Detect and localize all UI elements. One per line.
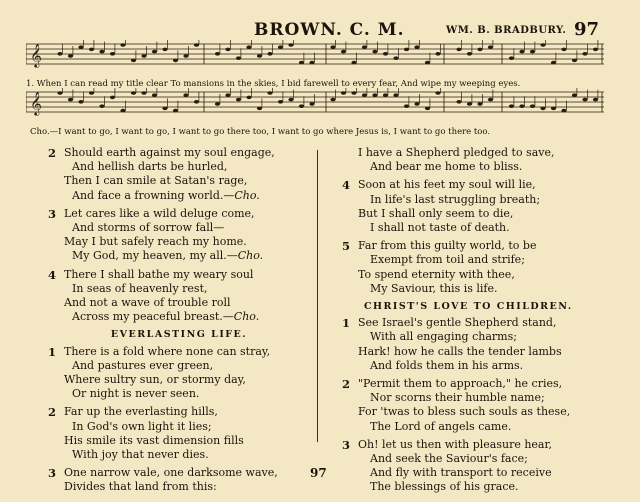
- verse-line: With joy that never dies.: [72, 448, 209, 462]
- note-head: [383, 93, 388, 97]
- note-head: [57, 91, 62, 95]
- note-head: [582, 52, 587, 56]
- note-head: [540, 107, 545, 111]
- verse-number: 5: [342, 239, 351, 254]
- verse-line: See Israel's gentle Shepherd stand,: [358, 316, 557, 330]
- note-head: [267, 91, 272, 95]
- verse-line: And face a frowning world.: [72, 188, 224, 202]
- note-head: [225, 48, 230, 52]
- note-head: [110, 96, 115, 100]
- note-head: [131, 59, 136, 63]
- note-head: [68, 98, 73, 102]
- note-head: [551, 107, 556, 111]
- note-head: [414, 45, 419, 49]
- note-head: [425, 61, 430, 65]
- stanza: [338, 239, 618, 296]
- verse-line: And not a wave of trouble roll: [64, 296, 231, 310]
- note-head: [404, 48, 409, 52]
- svg-text:𝄞: 𝄞: [30, 43, 42, 67]
- note-head: [299, 104, 304, 108]
- verse-line: My Saviour, this is life.: [370, 281, 498, 295]
- note-head: [561, 109, 566, 113]
- hymn-author: WM. B. BRADBURY.: [446, 25, 567, 36]
- section-title: EVERLASTING LIFE.: [110, 329, 248, 341]
- verse-number: 2: [48, 405, 57, 420]
- verse-line: But I shall only seem to die,: [358, 206, 514, 220]
- verse-line: With all engaging charms;: [370, 330, 517, 344]
- note-head: [257, 54, 262, 58]
- note-head: [425, 107, 430, 111]
- note-head: [351, 61, 356, 65]
- stanza: [338, 438, 618, 495]
- svg-text:𝄞: 𝄞: [30, 91, 42, 115]
- verse-line: To spend eternity with thee,: [358, 267, 515, 281]
- verse-line: And storms of sorrow fall—: [72, 221, 225, 235]
- note-head: [68, 54, 73, 58]
- stanza: [48, 146, 310, 203]
- note-head: [593, 48, 598, 52]
- staff-2-lyric: Cho.—I want to go, I want to go, I want to go there too, I want to go where Jesus is, I want to go there too.: [30, 127, 491, 137]
- note-head: [225, 93, 230, 97]
- verse-line: Or night is never seen.: [72, 387, 200, 401]
- note-head: [383, 52, 388, 56]
- note-head: [372, 93, 377, 97]
- verse-line: "Permit them to approach," he cries,: [358, 377, 563, 391]
- note-head: [582, 98, 587, 102]
- chorus-marker: —Cho.: [222, 310, 260, 324]
- right-column: [338, 146, 618, 499]
- note-head: [362, 93, 367, 97]
- verse-line: Far up the everlasting hills,: [64, 405, 218, 419]
- verse-line: One narrow vale, one darksome wave,: [64, 466, 278, 480]
- stanza: [48, 268, 310, 325]
- note-head: [89, 91, 94, 95]
- note-head: [456, 48, 461, 52]
- note-head: [89, 48, 94, 52]
- verse-number: 4: [48, 267, 57, 282]
- verse-line: Then I can smile at Satan's rage,: [64, 174, 248, 188]
- verse-number: 3: [48, 206, 57, 221]
- stanza: [48, 345, 310, 402]
- verse-line: There is a fold where none can stray,: [64, 344, 271, 358]
- note-head: [467, 102, 472, 106]
- verse-number: 2: [342, 377, 351, 392]
- verse-line: His smile its vast dimension fills: [64, 433, 244, 447]
- hymn-title: BROWN. C. M.: [254, 20, 405, 40]
- stanza: [48, 207, 310, 264]
- note-head: [540, 43, 545, 47]
- note-head: [194, 43, 199, 47]
- verse-line: Oh! let us then with pleasure hear,: [358, 437, 553, 451]
- note-head: [57, 52, 62, 56]
- note-head: [183, 93, 188, 97]
- verse-number: 3: [48, 466, 57, 481]
- note-head: [78, 100, 83, 104]
- note-head: [120, 109, 125, 113]
- note-head: [393, 93, 398, 97]
- note-head: [330, 98, 335, 102]
- verse-line: I have a Shepherd pledged to save,: [358, 146, 555, 159]
- note-head: [267, 52, 272, 56]
- note-head: [246, 96, 251, 100]
- note-head: [435, 52, 440, 56]
- chorus-marker: —Cho.: [223, 188, 260, 202]
- verse-line: In seas of heavenly rest,: [72, 281, 208, 295]
- staff-1-lyric: 1. When I can read my title clear To mansions in the skies, I bid farewell to every fear, And wipe my weeping eyes.: [26, 79, 521, 89]
- note-head: [551, 61, 556, 65]
- stanza: [338, 178, 618, 235]
- note-head: [330, 45, 335, 49]
- verse-line: And bear me home to bliss.: [370, 160, 523, 174]
- note-head: [509, 104, 514, 108]
- note-head: [404, 104, 409, 108]
- verse-number: 1: [48, 344, 57, 359]
- note-head: [152, 50, 157, 54]
- note-head: [593, 98, 598, 102]
- stanza: [48, 405, 310, 462]
- verse-line: Across my peaceful breast.: [72, 310, 223, 324]
- verse-line: Exempt from toil and strife;: [370, 253, 525, 267]
- note-head: [236, 56, 241, 60]
- note-head: [99, 50, 104, 54]
- verse-line: And hellish darts be hurled,: [72, 160, 228, 174]
- verse-number: 4: [342, 178, 351, 193]
- note-head: [488, 98, 493, 102]
- note-head: [456, 100, 461, 104]
- note-head: [215, 102, 220, 106]
- note-head: [278, 45, 283, 49]
- verse-line: And fly with transport to receive: [370, 466, 552, 480]
- footer-page-number: 97: [310, 466, 327, 480]
- note-head: [519, 104, 524, 108]
- note-head: [519, 50, 524, 54]
- note-head: [288, 98, 293, 102]
- stanza: [338, 377, 618, 434]
- note-head: [141, 54, 146, 58]
- note-head: [341, 91, 346, 95]
- verse-line: Soon at his feet my soul will lie,: [358, 178, 536, 192]
- column-divider: [317, 150, 318, 442]
- note-head: [110, 52, 115, 56]
- left-column: [48, 146, 310, 499]
- note-head: [173, 59, 178, 63]
- stanza: [338, 146, 618, 174]
- verse-line: And seek the Saviour's face;: [370, 452, 528, 466]
- verse-line: Divides that land from this:: [64, 480, 217, 494]
- note-head: [572, 59, 577, 63]
- note-head: [414, 102, 419, 106]
- note-head: [572, 93, 577, 97]
- note-head: [78, 45, 83, 49]
- verse-line: Should earth against my soul engage,: [64, 146, 275, 159]
- verse-line: My God, my heaven, my all.: [72, 249, 227, 263]
- note-head: [246, 45, 251, 49]
- verse-line: Let cares like a wild deluge come,: [64, 206, 255, 220]
- verse-line: Hark! how he calls the tender lambs: [358, 344, 562, 358]
- note-head: [341, 50, 346, 54]
- note-head: [561, 48, 566, 52]
- note-head: [194, 100, 199, 104]
- stanza: [48, 466, 310, 494]
- verse-line: Nor scorns their humble name;: [370, 391, 545, 405]
- note-head: [467, 52, 472, 56]
- note-head: [99, 104, 104, 108]
- note-head: [372, 50, 377, 54]
- note-head: [309, 102, 314, 106]
- note-head: [530, 50, 535, 54]
- note-head: [120, 43, 125, 47]
- verse-line: There I shall bathe my weary soul: [64, 267, 254, 281]
- note-head: [530, 104, 535, 108]
- note-head: [162, 107, 167, 111]
- verse-line: And folds them in his arms.: [370, 358, 524, 372]
- note-head: [351, 91, 356, 95]
- stanza: [338, 316, 618, 373]
- verse-line: Far from this guilty world, to be: [358, 239, 537, 253]
- note-head: [509, 56, 514, 60]
- note-head: [488, 45, 493, 49]
- verse-line: And pastures ever green,: [72, 358, 214, 372]
- chorus-marker: —Cho.: [226, 249, 264, 263]
- note-head: [299, 61, 304, 65]
- note-head: [152, 93, 157, 97]
- verse-line: In life's last struggling breath;: [370, 192, 541, 206]
- note-head: [236, 98, 241, 102]
- verse-number: 2: [48, 146, 57, 160]
- note-head: [477, 48, 482, 52]
- note-head: [288, 43, 293, 47]
- verse-line: The blessings of his grace.: [370, 480, 519, 494]
- verse-line: The Lord of angels came.: [370, 419, 512, 433]
- note-head: [477, 102, 482, 106]
- note-head: [393, 56, 398, 60]
- note-head: [183, 54, 188, 58]
- verse-number: 3: [342, 437, 351, 452]
- note-head: [362, 45, 367, 49]
- verse-number: 1: [342, 316, 351, 331]
- note-head: [162, 48, 167, 52]
- note-head: [173, 109, 178, 113]
- note-head: [131, 91, 136, 95]
- header-page-number: 97: [574, 19, 600, 40]
- note-head: [257, 107, 262, 111]
- verse-line: May I but safely reach my home.: [64, 235, 247, 249]
- verse-line: In God's own light it lies;: [72, 419, 212, 433]
- verse-line: I shall not taste of death.: [370, 221, 510, 235]
- verse-line: For 'twas to bless such souls as these,: [358, 405, 571, 419]
- music-staff-1: [26, 40, 604, 80]
- note-head: [215, 52, 220, 56]
- note-head: [309, 61, 314, 65]
- section-title: CHRIST'S LOVE TO CHILDREN.: [364, 301, 573, 313]
- note-head: [435, 91, 440, 95]
- note-head: [278, 100, 283, 104]
- verse-line: Where sultry sun, or stormy day,: [64, 373, 246, 387]
- music-staff-2: [26, 88, 604, 128]
- note-head: [141, 91, 146, 95]
